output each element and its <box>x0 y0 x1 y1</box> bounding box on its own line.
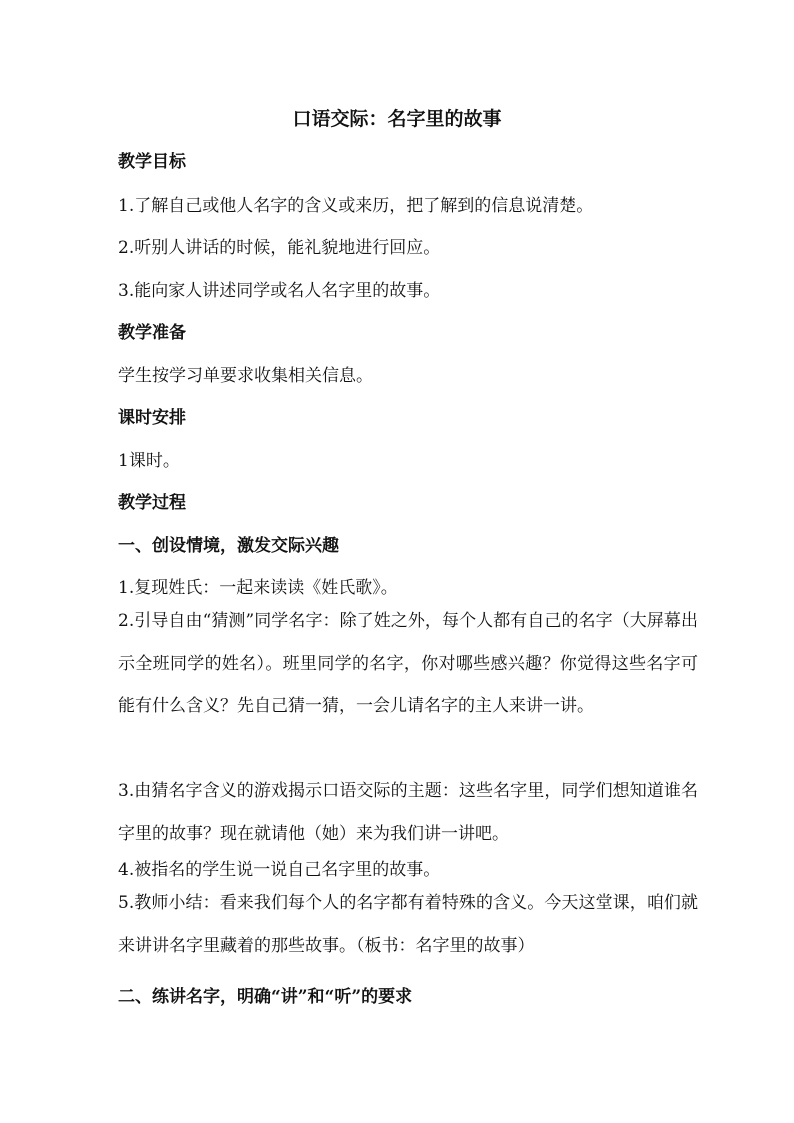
part1-heading: 一、创设情境，激发交际兴趣 <box>118 536 339 556</box>
step-item-2: 2.引导自由“猜测”同学名字：除了姓之外，每个人都有自己的名字（大屏幕出示全班同学的姓名）。班里同学的名字，你对哪些感兴趣？你觉得这些名字可能有什么含义？先自己猜一猜，一会儿请名字的主人来讲一讲。 <box>118 611 698 716</box>
prep-text: 学生按学习单要求收集相关信息。 <box>118 366 373 386</box>
goals-heading: 教学目标 <box>118 152 186 172</box>
prep-heading: 教学准备 <box>118 323 186 343</box>
goal-item-3: 3.能向家人讲述同学或名人名字里的故事。 <box>118 281 441 301</box>
schedule-heading: 课时安排 <box>118 408 186 428</box>
step-item-3: 3.由猜名字含义的游戏揭示口语交际的主题：这些名字里，同学们想知道谁名字里的故事？现在就请他（她）来为我们讲一讲吧。 <box>118 781 698 844</box>
goal-item-1: 1.了解自己或他人名字的含义或来历，把了解到的信息说清楚。 <box>118 196 594 216</box>
goal-item-2: 2.听别人讲话的时候，能礼貌地进行回应。 <box>118 238 441 258</box>
step-item-1: 1.复现姓氏：一起来读读《姓氏歌》。 <box>118 578 398 598</box>
schedule-text: 1课时。 <box>118 451 180 471</box>
step-item-4: 4.被指名的学生说一说自己名字里的故事。 <box>118 860 441 880</box>
part2-heading: 二、练讲名字，明确“讲”和“听”的要求 <box>118 987 413 1007</box>
page-title: 口语交际：名字里的故事 <box>292 108 502 130</box>
step-item-5: 5.教师小结：看来我们每个人的名字都有着特殊的含义。今天这堂课，咱们就来讲讲名字里藏着的那些故事。（板书：名字里的故事） <box>118 893 698 956</box>
process-heading: 教学过程 <box>118 493 186 513</box>
